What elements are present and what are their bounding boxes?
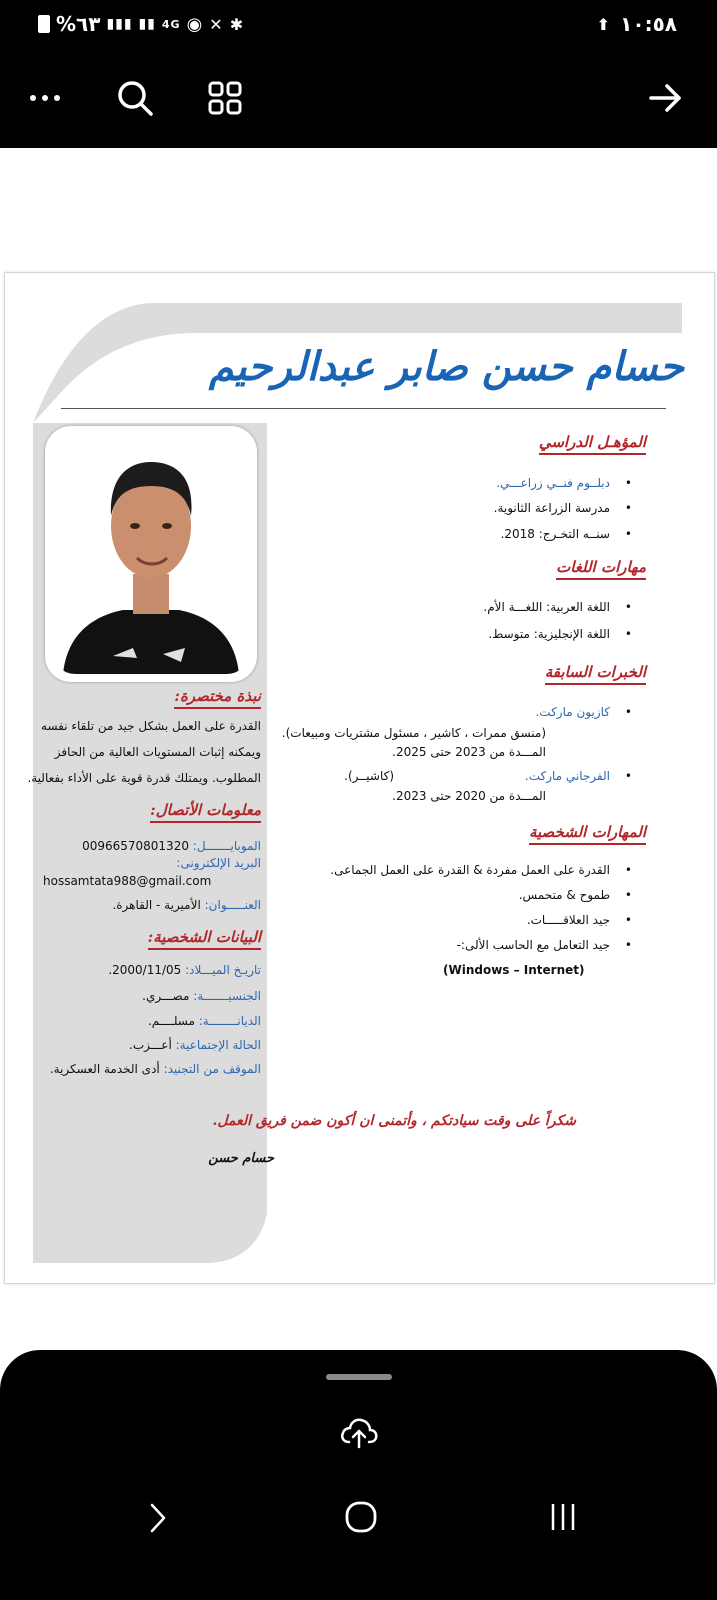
- education-item: • سنــه التخـرج: 2018.: [501, 527, 610, 541]
- more-dots-icon[interactable]: [20, 73, 70, 123]
- skill-item: • القدرة على العمل مفردة & القدرة على العمل الجماعى.: [330, 863, 610, 877]
- education-item: • مدرسة الزراعة الثانوية.: [494, 501, 610, 515]
- personal-field: تاريـخ الميـــلاد: 2000/11/05.: [108, 963, 261, 977]
- upload-status-icon: ⬆: [596, 14, 611, 34]
- languages-title: مهارات اللغات: [556, 558, 646, 576]
- title-rule: [61, 408, 666, 409]
- experience-role: (كاشيــر).: [344, 769, 394, 783]
- signal-icon: ▮▮▮ ▮▮: [106, 16, 156, 32]
- cv-name: حسام حسن صابر عبدالرحيم: [208, 343, 684, 390]
- contact-address: العنـــــوان: الأميرية - القاهرة.: [112, 898, 261, 912]
- personal-field: الموقف من التجنيد: أدى الخدمة العسكرية.: [49, 1062, 261, 1076]
- bottom-sheet: [0, 1350, 717, 1600]
- personal-field: الحالة الإجتماعية: أعـــزب.: [129, 1038, 261, 1052]
- status-left: [38, 12, 244, 36]
- battery-icon: [38, 15, 50, 33]
- personal-title: البيانات الشخصية:: [148, 928, 261, 946]
- chevron-left-icon[interactable]: [148, 1502, 168, 1538]
- personal-field: الديانــــــــة: مسلــــم.: [147, 1014, 261, 1028]
- sheet-handle[interactable]: [326, 1374, 392, 1380]
- summary-line: ويمكنه إثبات المستويات العالية من الحافز: [54, 745, 261, 759]
- experience-company: • كازيون ماركت.: [535, 705, 610, 719]
- battery-level: %٦٣: [56, 12, 101, 36]
- summary-line: القدرة على العمل بشكل جيد من تلقاء نفسه: [41, 719, 261, 733]
- personal-field: الجنسيـــــــة: مصـــري.: [142, 989, 261, 1003]
- signature: حسام حسن: [208, 1151, 274, 1166]
- skills-title: المهارات الشخصية: [529, 823, 646, 841]
- skill-item: • جيد العلاقـــــات.: [527, 913, 610, 927]
- language-item: • اللغة الإنجليزية: متوسط.: [488, 627, 610, 641]
- education-item: • دبلــوم فنــي زراعـــي.: [496, 476, 610, 490]
- contact-mobile: الموبايـــــــل: 00966570801320: [82, 839, 261, 853]
- thanks-note: شكراً على وقت سيادتكم ، وأتمنى ان أكون ضمن فريق العمل.: [212, 1113, 576, 1129]
- cv-document[interactable]: [4, 272, 715, 1284]
- language-item: • اللغة العربية: اللغـــة الأم.: [483, 600, 610, 614]
- status-bar: [0, 0, 717, 48]
- profile-photo: [53, 434, 249, 674]
- clock: ١٠:٥٨: [620, 12, 677, 36]
- profile-photo-frame: [45, 426, 257, 682]
- search-icon[interactable]: [110, 73, 160, 123]
- contact-title: معلومات الأتصال:: [150, 801, 261, 819]
- experience-period: المـــدة من 2023 حتى 2025.: [392, 745, 546, 759]
- grid-icon[interactable]: [200, 73, 250, 123]
- recents-icon[interactable]: [548, 1502, 578, 1536]
- network-type: 4G: [161, 17, 181, 31]
- wifi-icon: ◉: [186, 13, 204, 35]
- skills-note: (Windows – Internet): [443, 963, 585, 977]
- summary-title: نبذة مختصرة:: [174, 687, 261, 705]
- experience-role: (منسق ممرات ، كاشير ، مسئول مشتريات ومبيعات).: [281, 726, 546, 740]
- viewer-toolbar: [0, 48, 717, 148]
- cloud-upload-icon[interactable]: [339, 1416, 379, 1454]
- status-right: [597, 12, 677, 36]
- contact-email-value[interactable]: hossamtata988@gmail.com: [43, 874, 212, 888]
- contact-email-label: البريد الإلكترونى:: [176, 856, 261, 870]
- home-circle-icon[interactable]: [344, 1500, 378, 1538]
- arrow-right-icon[interactable]: [640, 73, 690, 123]
- education-title: المؤهـل الدراسي: [539, 433, 646, 451]
- experience-title: الخبرات السابقة: [545, 663, 646, 681]
- skill-item: • جيد التعامل مع الحاسب الألى:-: [457, 938, 610, 952]
- skill-item: • طموح & متحمس.: [519, 888, 610, 902]
- bluetooth-icon: ✱: [229, 14, 245, 34]
- mute-icon: ✕: [209, 14, 224, 34]
- experience-period: المـــدة من 2020 حتى 2023.: [392, 789, 546, 803]
- summary-line: المطلوب. ويمتلك قدرة قوية على الأداء بفعالية.: [27, 771, 261, 785]
- experience-company: • الفرجاني ماركت.: [525, 769, 610, 783]
